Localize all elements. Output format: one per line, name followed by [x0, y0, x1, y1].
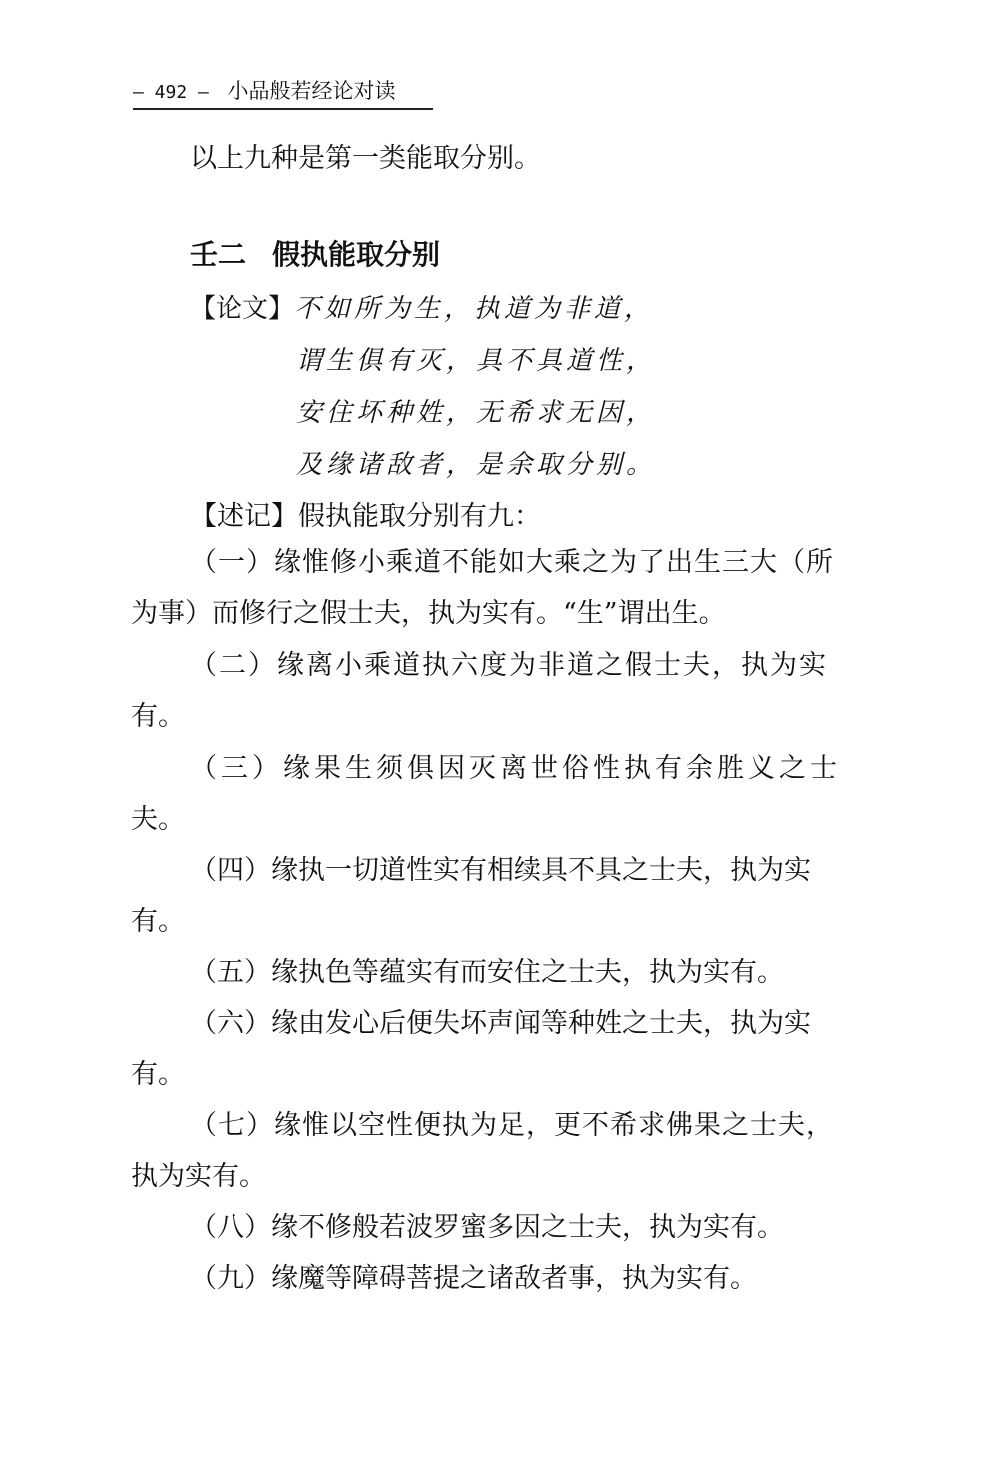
verse-line-2: 谓生俱有灭，具不具道性，: [296, 346, 657, 376]
verse-line-3: 安住坏种姓，无希求无因，: [296, 398, 657, 428]
verse-tag: 【论文】: [190, 294, 295, 324]
book-title: 小品般若经论对读: [227, 79, 396, 103]
commentary-line: （五）缘执色等蕴实有而安住之士夫，执为实有。: [190, 957, 784, 988]
intro-line: 以上九种是第一类能取分别。: [190, 143, 541, 174]
commentary-intro: [190, 500, 541, 534]
commentary-line: 有。: [131, 701, 185, 732]
commentary-line: （四）缘执一切道性实有相续具不具之士夫，执为实: [190, 855, 811, 886]
commentary-line: （二）缘离小乘道执六度为非道之假士夫，执为实: [190, 650, 828, 681]
commentary-line: （三）缘果生须俱因灭离世俗性执有余胜义之士: [190, 753, 841, 784]
section-title: 假执能取分别: [272, 238, 441, 271]
section-number: 壬二: [190, 238, 247, 271]
commentary-line: 有。: [131, 1059, 185, 1090]
commentary-tag: 【述记】: [190, 501, 298, 532]
section-heading: [190, 238, 440, 272]
commentary-line: 夫。: [131, 804, 185, 835]
commentary-line: 为事）而修行之假士夫，执为实有。“生”谓出生。: [131, 598, 726, 629]
page-number: — 492 —: [133, 82, 209, 103]
commentary-line: （七）缘惟以空性便执为足，更不希求佛果之士夫，: [190, 1110, 834, 1141]
commentary-line: （九）缘魔等障碍菩提之诸敌者事，执为实有。: [190, 1263, 757, 1294]
running-header: [133, 74, 433, 110]
commentary-line: 有。: [131, 906, 185, 937]
commentary-intro-text: 假执能取分别有九：: [298, 501, 541, 532]
verse-line-4: 及缘诸敌者，是余取分别。: [296, 450, 657, 480]
commentary-line: （八）缘不修般若波罗蜜多因之士夫，执为实有。: [190, 1212, 784, 1243]
commentary-line: （六）缘由发心后便失坏声闻等种姓之士夫，执为实: [190, 1008, 811, 1039]
commentary-line: （一）缘惟修小乘道不能如大乘之为了出生三大（所: [190, 547, 834, 578]
verse-text: 不如所为生，执道为非道，: [294, 294, 655, 324]
verse-line-1: [190, 292, 654, 326]
commentary-line: 执为实有。: [131, 1161, 266, 1192]
